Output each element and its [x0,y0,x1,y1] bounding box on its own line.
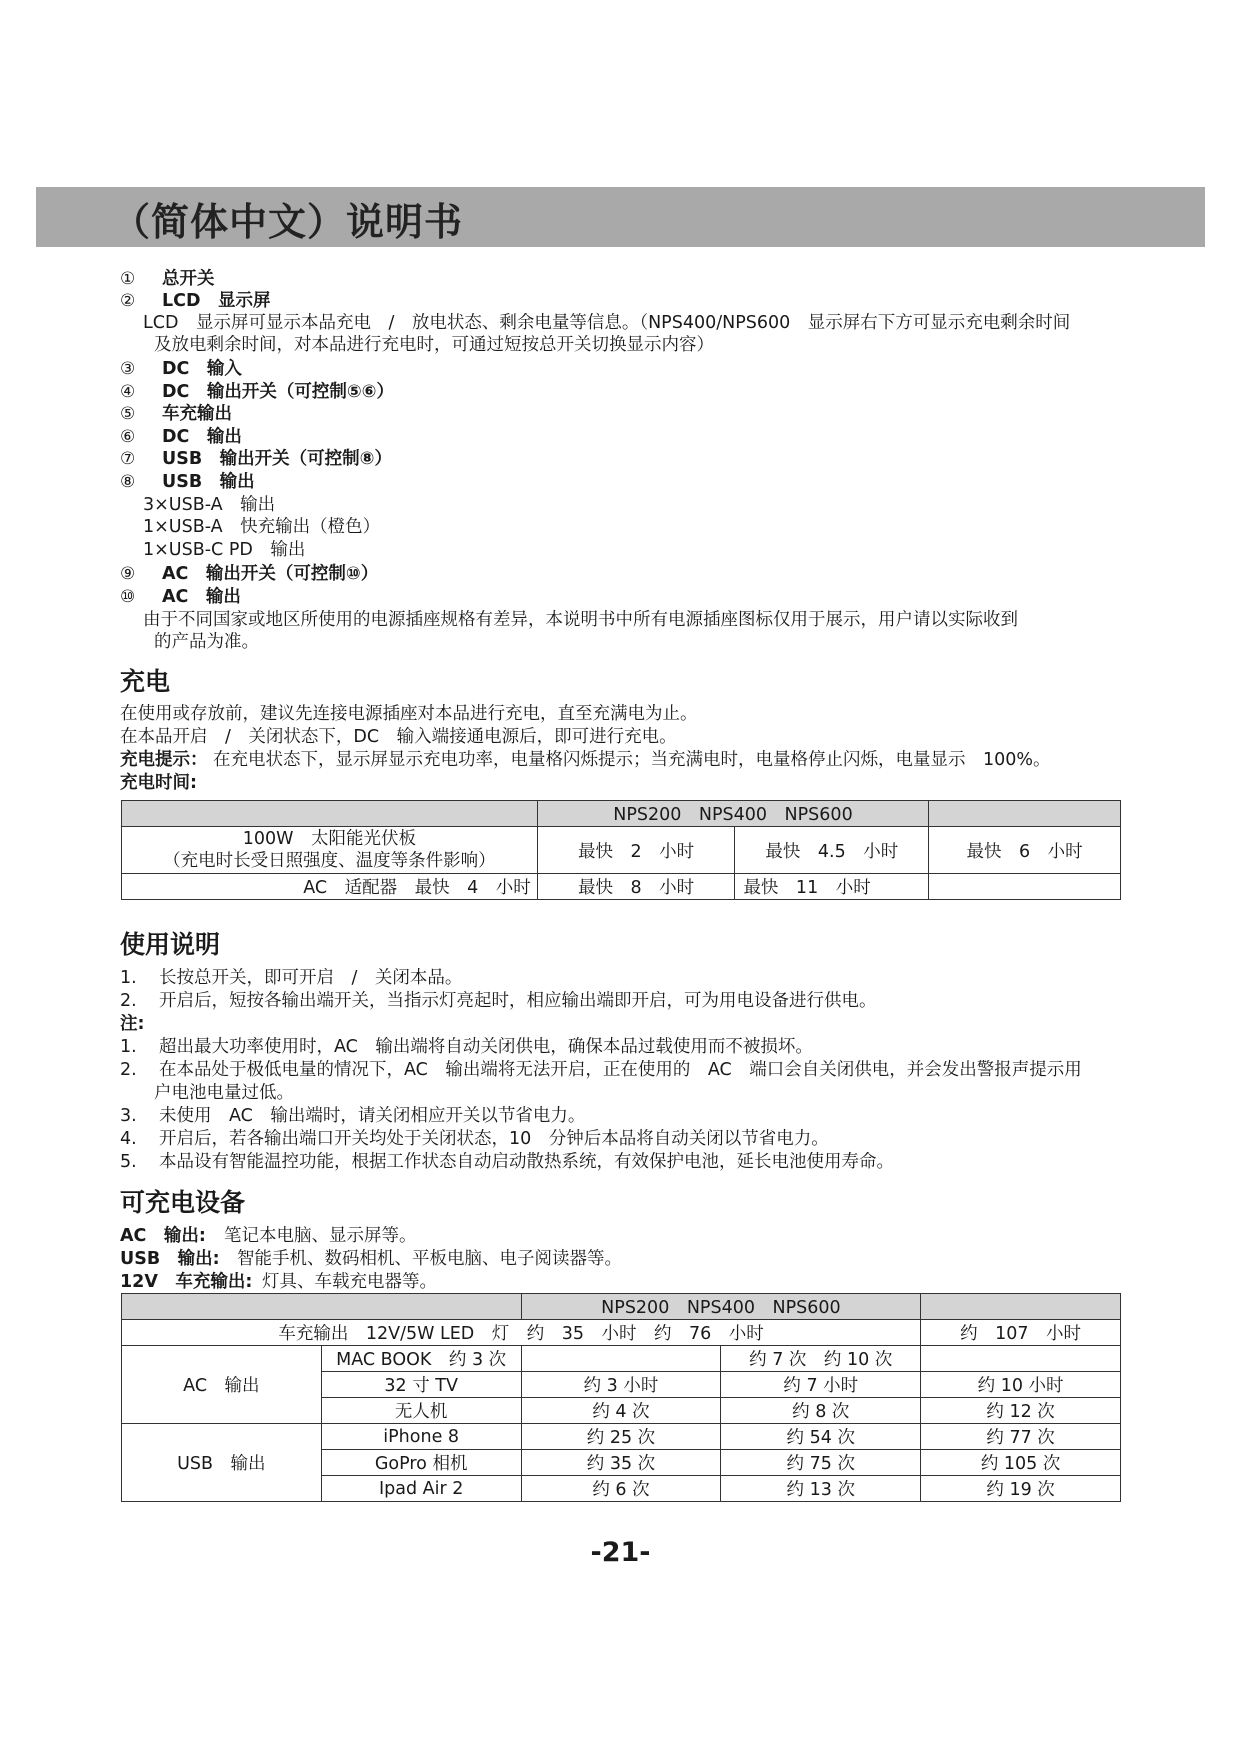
table-row [122,1424,1121,1450]
part-number: ⑤ [120,404,136,424]
solar-note: （充电时长受日照强度、温度等条件影响） [163,851,496,871]
device-line-label: USB 输出: [120,1249,220,1269]
table-cell: 车充输出 12V/5W LED 灯 约 35 小时 约 76 小时 [122,1320,921,1346]
table-cell: GoPro 相机 [321,1450,521,1476]
table-cell: 最快 2 小时 [537,827,735,874]
device-line-text: 灯具、车载充电器等。 [262,1272,437,1292]
table-header-cell: NPS200 NPS400 NPS600 [521,1294,921,1320]
part-label: AC 输出开关（可控制⑩） [162,564,379,584]
charging-time-table [121,800,1121,900]
part-number: ⑥ [120,427,136,447]
device-line-text: 智能手机、数码相机、平板电脑、电子阅读器等。 [237,1249,622,1269]
device-line-text: 笔记本电脑、显示屏等。 [224,1226,417,1246]
table-cell: 约 12 次 [921,1398,1121,1424]
table-row [122,1346,1121,1372]
table-cell [122,801,538,827]
charging-line: 在本品开启 / 关闭状态下，DC 输入端接通电源后，即可进行充电。 [120,727,677,747]
table-cell: 约 25 次 [521,1424,721,1450]
table-cell: 约 35 次 [521,1450,721,1476]
table-cell: 约 13 次 [721,1476,921,1502]
table-cell: 约 4 次 [521,1398,721,1424]
part-number: ⑦ [120,449,136,469]
note-text: 开启后，若各输出端口开关均处于关闭状态，10 分钟后本品将自动关闭以节省电力。 [159,1129,829,1149]
note-text: 未使用 AC 输出端时，请关闭相应开关以节省电力。 [159,1106,586,1126]
device-line-label: AC 输出: [120,1226,206,1246]
table-group-cell: USB 输出 [122,1424,322,1502]
table-cell: 最快 4.5 小时 [735,827,929,874]
note-text: 本品设有智能温控功能，根据工作状态自动启动散热系统，有效保护电池，延长电池使用寿命。 [159,1152,894,1172]
page-number: -21- [590,1537,651,1568]
lcd-desc-line: 及放电剩余时间，对本品进行充电时，可通过短按总开关切换显示内容） [154,335,714,355]
table-cell: AC 适配器 最快 4 小时 [122,874,538,900]
table-cell: 约 77 次 [921,1424,1121,1450]
usb-port-line: 1×USB-C PD 输出 [143,540,306,560]
table-cell [122,827,538,874]
part-label: 车充输出 [162,404,232,424]
solar-label: 100W 太阳能光伏板 [242,829,416,849]
ac-note-line: 由于不同国家或地区所使用的电源插座规格有差异，本说明书中所有电源插座图标仅用于展示，用户请以实际收到 [143,610,1018,630]
table-cell: 约 10 小时 [921,1372,1121,1398]
part-number: ① [120,269,136,289]
table-row [122,874,1121,900]
table-cell: 约 6 次 [521,1476,721,1502]
table-cell: 约 105 次 [921,1450,1121,1476]
table-cell: 约 8 次 [721,1398,921,1424]
table-row [122,1320,1121,1346]
part-number: ⑩ [120,587,136,607]
part-number: ⑧ [120,472,136,492]
note-number: 5. [120,1152,137,1172]
page-title: （简体中文）说明书 [112,200,464,244]
ac-note-line: 的产品为准。 [154,632,259,652]
step-number: 2. [120,991,137,1011]
table-cell: Ipad Air 2 [321,1476,521,1502]
table-row [122,827,1121,874]
part-number: ③ [120,359,136,379]
table-cell: 最快 11 小时 [735,874,929,900]
table-cell: MAC BOOK 约 3 次 [321,1346,521,1372]
device-line-label: 12V 车充输出: [120,1272,253,1292]
part-label: DC 输出 [162,427,242,447]
note-text: 在本品处于极低电量的情况下，AC 输出端将无法开启，正在使用的 AC 端口会自关闭供电，并会发出警报声提示用 [159,1060,1082,1080]
section-title-charging: 充电 [120,667,171,696]
table-cell: 约 107 小时 [921,1320,1121,1346]
table-header-cell: NPS200 NPS400 NPS600 [537,801,929,827]
charging-tip-text: 在充电状态下，显示屏显示充电功率，电量格闪烁提示；当充满电时，电量格停止闪烁，电量显示 100%。 [213,750,1051,770]
note-text: 户电池电量过低。 [154,1083,294,1103]
note-label: 注: [120,1014,145,1034]
note-number: 1. [120,1037,137,1057]
part-number: ④ [120,382,136,402]
table-cell: 无人机 [321,1398,521,1424]
table-cell: 约 54 次 [721,1424,921,1450]
step-number: 1. [120,968,137,988]
part-label: AC 输出 [162,587,241,607]
table-cell [929,874,1121,900]
note-number: 2. [120,1060,137,1080]
lcd-desc-line: LCD 显示屏可显示本品充电 / 放电状态、剩余电量等信息。（NPS400/NPS600 显示屏右下方可显示充电剩余时间 [143,313,1071,333]
part-number: ② [120,291,136,311]
charging-line: 在使用或存放前，建议先连接电源插座对本品进行充电，直至充满电为止。 [120,704,698,724]
table-cell: 约 7 小时 [721,1372,921,1398]
table-cell: 约 7 次 约 10 次 [721,1346,921,1372]
table-cell [929,801,1121,827]
section-title-devices: 可充电设备 [120,1188,246,1217]
part-label: 总开关 [162,269,215,289]
part-label: DC 输入 [162,359,242,379]
part-label: LCD 显示屏 [162,291,271,311]
step-text: 开启后，短按各输出端开关，当指示灯亮起时，相应输出端即开启，可为用电设备进行供电。 [159,991,877,1011]
table-header-row [122,1294,1121,1320]
part-label: USB 输出开关（可控制⑧） [162,449,392,469]
part-label: DC 输出开关（可控制⑤⑥） [162,382,395,402]
table-group-cell: AC 输出 [122,1346,322,1424]
section-title-usage: 使用说明 [120,930,221,959]
table-cell [122,1294,522,1320]
table-cell: 最快 6 小时 [929,827,1121,874]
part-label: USB 输出 [162,472,255,492]
note-number: 4. [120,1129,137,1149]
part-number: ⑨ [120,564,136,584]
table-cell: 最快 8 小时 [537,874,735,900]
charging-time-label: 充电时间: [120,773,197,793]
note-text: 超出最大功率使用时，AC 输出端将自动关闭供电，确保本品过载使用而不被损坏。 [159,1037,813,1057]
usb-port-line: 1×USB-A 快充输出（橙色） [143,517,381,537]
table-cell: 约 75 次 [721,1450,921,1476]
table-cell: 约 19 次 [921,1476,1121,1502]
table-cell [521,1346,721,1372]
table-cell: iPhone 8 [321,1424,521,1450]
devices-table [121,1293,1121,1502]
table-cell: 32 寸 TV [321,1372,521,1398]
table-header-row [122,801,1121,827]
usb-port-line: 3×USB-A 输出 [143,495,276,515]
note-number: 3. [120,1106,137,1126]
step-text: 长按总开关，即可开启 / 关闭本品。 [159,968,463,988]
charging-tip-label: 充电提示： [120,750,208,770]
table-cell [921,1294,1121,1320]
table-cell [921,1346,1121,1372]
table-cell: 约 3 小时 [521,1372,721,1398]
